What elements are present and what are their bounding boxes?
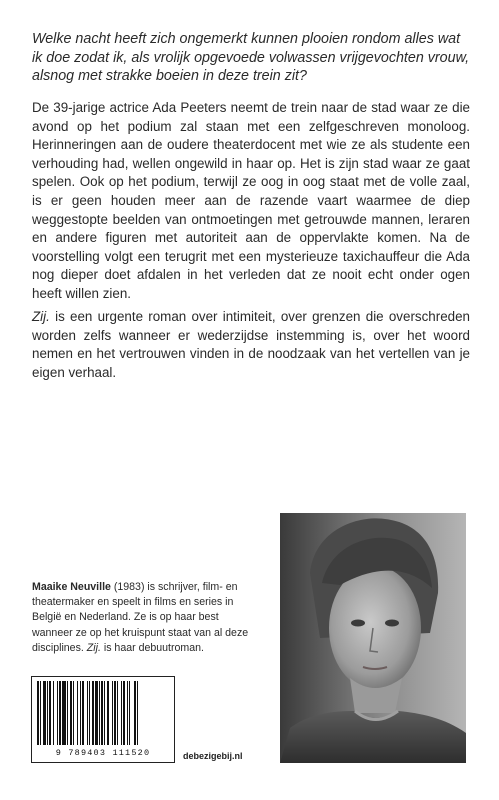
barcode-bar — [104, 681, 105, 745]
book-title: Zij. — [32, 309, 50, 324]
barcode-bar — [92, 681, 94, 745]
barcode-bar — [43, 681, 46, 745]
barcode-bar — [70, 681, 72, 745]
barcode-bar — [37, 681, 39, 745]
isbn-number: 9 789403 111520 — [55, 748, 151, 758]
barcode-bar — [114, 681, 116, 745]
barcode-bar — [137, 681, 138, 745]
barcode-bar — [40, 681, 41, 745]
barcode-bar — [101, 681, 103, 745]
barcode-bar — [123, 681, 125, 745]
barcode-bar — [59, 681, 61, 745]
barcode-bar — [62, 681, 66, 745]
barcode-bar — [80, 681, 81, 745]
author-bio-text-end: is haar debuutroman. — [100, 641, 204, 654]
barcode-bar — [121, 681, 122, 745]
intro-quote: Welke nacht heeft zich ongemerkt kunnen plooien rondom alles wat ik doe zodat ik, als vrolijk opgevoede volwassen vrijgevochten vrouw, alsnog met strakke boeien in deze trein zit? — [32, 31, 470, 84]
author-bio-text: (1983) is schrijver, film- en theatermaker en speelt in films en series in België en Nederland. Ze is op haar best wanneer ze op het kruispunt staat van al deze disciplines. — [32, 581, 249, 654]
author-portrait-image — [280, 513, 466, 763]
barcode-bar — [57, 681, 58, 745]
barcode — [31, 676, 175, 763]
synopsis-paragraph: De 39-jarige actrice Ada Peeters neemt de trein naar de stad waar ze die avond op het podium zal staan met een zelfgeschreven monoloog. Herinneringen aan de oudere theaterdocent met wie ze als studente een verhouding had, wellen ongewild in haar op. Het is zijn stad waar ze gaat spelen. Ook op het podium, terwijl ze oog in oog staat met de volle zaal, is er geen houden meer aan de razende vaart waarmee de diep weggestopte beelden van ontmoetingen met getrouwde mannen, leraren en andere figuren met autoriteit aan de oppervlakte komen. Na de voorstelling volgt een terugrit met een mysterieuze taxichauffeur die Ada nog dieper doet afdalen in het verleden dat ze nooit echt onder ogen heeft willen zien. — [32, 100, 470, 301]
barcode-bar — [99, 681, 100, 745]
barcode-bar — [77, 681, 78, 745]
barcode-bar — [117, 681, 118, 745]
barcode-bars — [35, 681, 171, 747]
barcode-bar — [95, 681, 98, 745]
summary-paragraph — [32, 308, 470, 382]
barcode-bar — [67, 681, 68, 745]
barcode-bar — [134, 681, 136, 745]
barcode-bar — [129, 681, 130, 745]
barcode-bar — [87, 681, 88, 745]
author-photo — [280, 513, 466, 763]
barcode-bar — [89, 681, 90, 745]
barcode-bar — [73, 681, 74, 745]
publisher-website: debezigebij.nl — [183, 751, 243, 761]
barcode-bar — [127, 681, 128, 745]
author-bio — [32, 580, 256, 656]
barcode-bar — [53, 681, 54, 745]
barcode-bar — [82, 681, 84, 745]
author-name: Maaike Neuville — [32, 581, 111, 593]
summary-text: is een urgente roman over intimiteit, over grenzen die overschreden worden zelfs wanneer er wederzijdse instemming is, over het woord nemen en het vertrouwen vinden in de noodzaak van het vertellen van je eigen verhaal. — [32, 309, 470, 380]
barcode-bar — [112, 681, 113, 745]
bio-book-title: Zij. — [86, 641, 101, 654]
barcode-bar — [107, 681, 109, 745]
barcode-bar — [49, 681, 51, 745]
barcode-bar — [47, 681, 48, 745]
